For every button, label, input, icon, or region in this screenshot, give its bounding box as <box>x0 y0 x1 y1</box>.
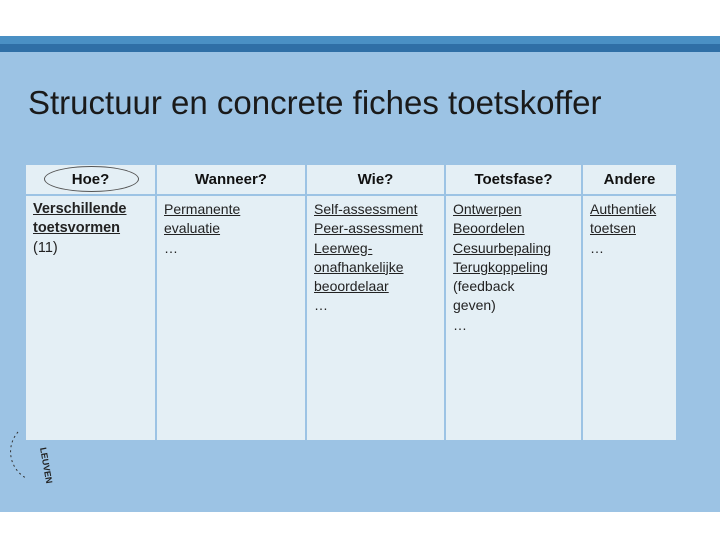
header-toetsfase: Toetsfase? <box>446 165 581 194</box>
cell-andere <box>583 196 676 440</box>
header-wanneer: Wanneer? <box>157 165 305 194</box>
header-hoe <box>26 165 155 194</box>
cell-line: … <box>164 239 178 256</box>
cell-line[interactable]: Cesuurbepaling <box>453 239 552 256</box>
bottom-strip <box>0 512 720 540</box>
cell-line: geven) <box>453 297 496 314</box>
cell-line[interactable]: beoordelaar <box>314 278 389 295</box>
cell-line[interactable]: toetsen <box>590 220 636 237</box>
top-accent-bar-dark <box>0 44 720 52</box>
logo-text: LEUVEN <box>38 446 55 485</box>
cell-line[interactable]: Peer-assessment <box>314 220 423 237</box>
header-andere: Andere <box>583 165 676 194</box>
hoe-circle-annotation <box>44 166 139 192</box>
slide-title: Structuur en concrete fiches toetskoffer <box>28 84 602 121</box>
column-toetsfase <box>446 165 581 440</box>
cell-line: … <box>314 297 328 314</box>
cell-line: (11) <box>33 239 58 256</box>
cell-line[interactable]: Verschillende <box>33 201 127 217</box>
cell-line[interactable]: Authentiek <box>590 201 657 217</box>
cell-line: (feedback <box>453 278 515 295</box>
column-wie <box>307 165 444 440</box>
cell-wie <box>307 196 444 440</box>
cell-line[interactable]: Beoordelen <box>453 220 525 237</box>
header-wie: Wie? <box>307 165 444 194</box>
top-accent-bar <box>0 36 720 44</box>
cell-wanneer <box>157 196 305 440</box>
cell-line[interactable]: evaluatie <box>164 220 221 237</box>
cell-line[interactable]: onafhankelijke <box>314 258 404 275</box>
cell-line[interactable]: Leerweg- <box>314 239 373 256</box>
column-hoe <box>26 165 155 440</box>
cell-line[interactable]: Self-assessment <box>314 201 418 217</box>
cell-line[interactable]: toetsvormen <box>33 220 121 237</box>
header-hoe-label: Hoe? <box>71 171 110 188</box>
cell-line: … <box>590 239 604 256</box>
column-andere <box>583 165 676 440</box>
column-wanneer <box>157 165 305 440</box>
cell-toetsfase <box>446 196 581 440</box>
cell-line[interactable]: Ontwerpen <box>453 201 522 217</box>
university-seal-icon <box>4 404 74 494</box>
cell-line[interactable]: Terugkoppeling <box>453 258 548 275</box>
cell-line: … <box>453 316 467 333</box>
structure-table <box>26 165 676 440</box>
cell-line[interactable]: Permanente <box>164 201 241 217</box>
